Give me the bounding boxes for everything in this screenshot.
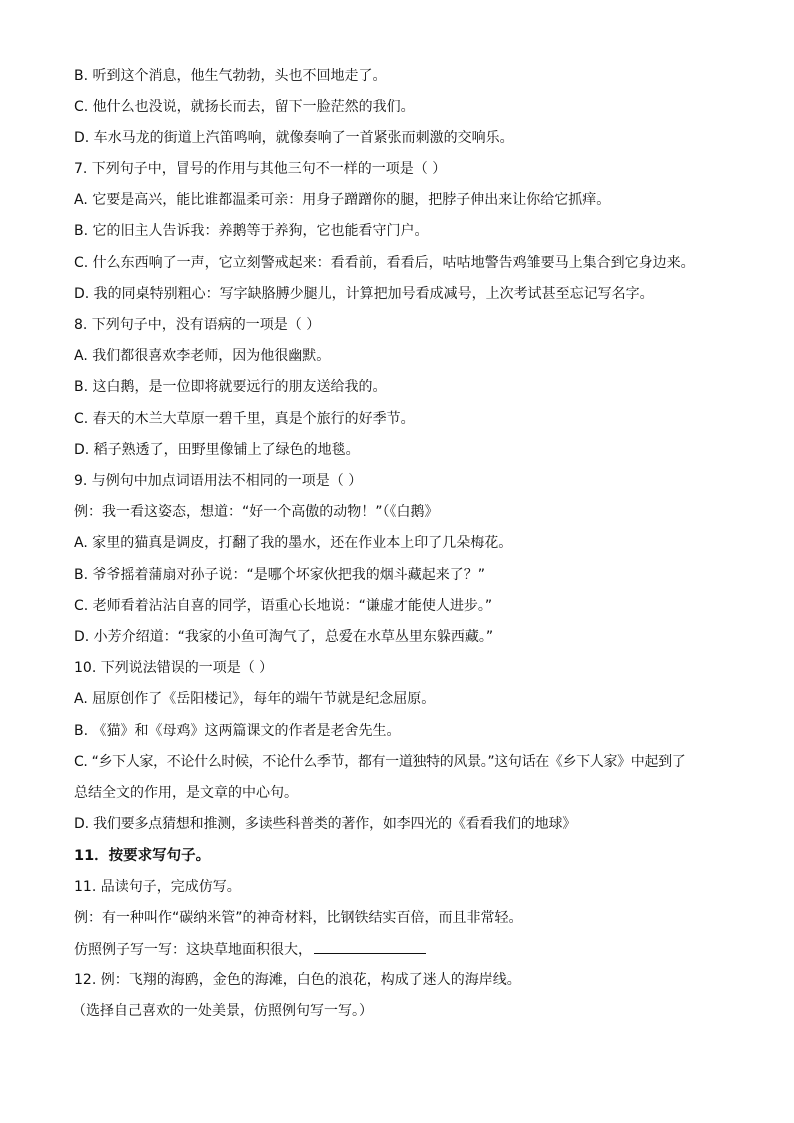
option-c-q9: C. 老师看着沾沾自喜的同学，语重心长地说：“谦虚才能使人进步。” bbox=[74, 598, 493, 614]
option-d-q10: D. 我们要多点猜想和推测，多读些科普类的著作，如李四光的《看看我们的地球》 bbox=[74, 816, 577, 832]
option-d-q8: D. 稻子熟透了，田野里像铺上了绿色的地毯。 bbox=[74, 442, 360, 458]
question-10: 10. 下列说法错误的一项是（ ） bbox=[74, 660, 274, 676]
option-b-q10: B. 《猫》和《母鸡》这两篇课文的作者是老舍先生。 bbox=[74, 723, 401, 739]
option-a-q10: A. 屈原创作了《岳阳楼记》，每年的端午节就是纪念屈原。 bbox=[74, 691, 436, 707]
option-a-q7: A. 它要是高兴，能比谁都温柔可亲：用身子蹭蹭你的腿，把脖子伸出来让你给它抓痒。 bbox=[74, 192, 611, 208]
instruction-q12: （选择自己喜欢的一处美景，仿照例句写一写。） bbox=[72, 1003, 373, 1019]
option-b-q7: B. 它的旧主人告诉我：养鹅等于养狗，它也能看守门户。 bbox=[74, 223, 429, 239]
question-9: 9. 与例句中加点词语用法不相同的一项是（ ） bbox=[74, 473, 363, 489]
option-a-q9: A. 家里的猫真是调皮，打翻了我的墨水，还在作业本上印了几朵梅花。 bbox=[74, 535, 513, 551]
option-b-q9: B. 爷爷摇着蒲扇对孙子说：“是哪个坏家伙把我的烟斗藏起来了？” bbox=[74, 567, 486, 583]
question-11: 11. 品读句子，完成仿写。 bbox=[74, 879, 241, 895]
option-d-q7: D. 我的同桌特别粗心：写字缺胳膊少腿儿，计算把加号看成减号，上次考试甚至忘记写名字。 bbox=[74, 286, 654, 302]
answer-blank[interactable] bbox=[314, 939, 426, 954]
option-b-q6: B. 听到这个消息，他生气勃勃，头也不回地走了。 bbox=[74, 68, 387, 84]
option-d-q6: D. 车水马龙的街道上汽笛鸣响，就像奏响了一首紧张而刺激的交响乐。 bbox=[74, 130, 514, 146]
question-12: 12. 例：飞翔的海鸥，金色的海滩，白色的浪花，构成了迷人的海岸线。 bbox=[74, 972, 521, 988]
example-q9: 例：我一看这姿态，想道：“好一个高傲的动物！”（《白鹅》 bbox=[74, 504, 439, 520]
option-a-q8: A. 我们都很喜欢李老师，因为他很幽默。 bbox=[74, 348, 331, 364]
option-c-q10: C. “乡下人家，不论什么时候，不论什么季节，都有一道独特的风景。”这句话在《乡下人家》中起到了 bbox=[74, 754, 686, 770]
imitation-prompt-text: 仿照例子写一写：这块草地面积很大， bbox=[74, 942, 312, 958]
option-c-q6: C. 他什么也没说，就扬长而去，留下一脸茫然的我们。 bbox=[74, 99, 415, 115]
example-q11: 例：有一种叫作“碳纳米管”的神奇材料，比钢铁结实百倍，而且非常轻。 bbox=[74, 910, 523, 926]
option-b-q8: B. 这白鹅，是一位即将就要远行的朋友送给我的。 bbox=[74, 379, 387, 395]
option-d-q9: D. 小芳介绍道：“我家的小鱼可淘气了，总爱在水草丛里东躲西藏。” bbox=[74, 629, 494, 645]
option-c-q7: C. 什么东西响了一声，它立刻警戒起来：看看前，看看后，咕咕地警告鸡雏要马上集合到它身边来。 bbox=[74, 255, 695, 271]
imitation-prompt bbox=[74, 939, 426, 960]
section-title: 11．按要求写句子。 bbox=[74, 848, 211, 864]
question-8: 8. 下列句子中，没有语病的一项是（ ） bbox=[74, 317, 321, 333]
option-c-q8: C. 春天的木兰大草原一碧千里，真是个旅行的好季节。 bbox=[74, 411, 415, 427]
option-c-q10-continued: 总结全文的作用，是文章的中心句。 bbox=[74, 785, 298, 801]
question-7: 7. 下列句子中，冒号的作用与其他三句不一样的一项是（ ） bbox=[74, 161, 447, 177]
